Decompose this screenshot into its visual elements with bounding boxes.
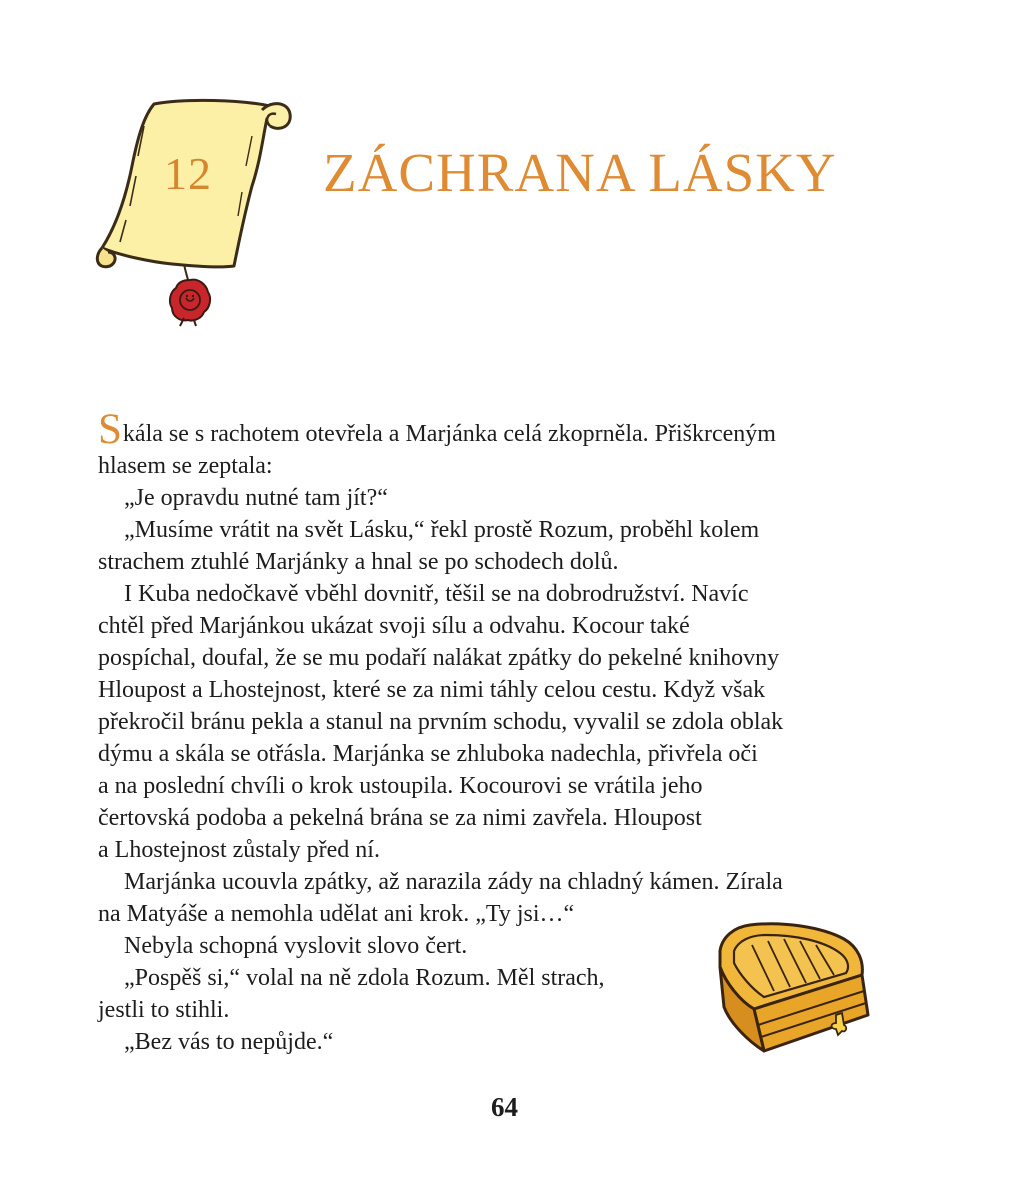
chapter-number: 12: [164, 148, 212, 199]
text-line: „Je opravdu nutné tam jít?“: [124, 485, 388, 511]
text-line: dýmu a skála se otřásla. Marjánka se zhluboka nadechla, přivřela oči: [98, 741, 758, 767]
text-line: jestli to stihli.: [98, 997, 230, 1023]
wax-seal-icon: [166, 276, 214, 328]
text-line: „Musíme vrátit na svět Lásku,“ řekl prostě Rozum, proběhl kolem: [124, 517, 760, 543]
text-line: a Lhostejnost zůstaly před ní.: [98, 837, 380, 863]
text-line: „Bez vás to nepůjde.“: [124, 1029, 334, 1055]
text-line: „Pospěš si,“ volal na ně zdola Rozum. Měl strach,: [124, 965, 605, 991]
drop-cap: S: [98, 406, 122, 453]
text-line: Marjánka ucouvla zpátky, až narazila zády na chladný kámen. Zírala: [124, 869, 783, 895]
text-line: I Kuba nedočkavě vběhl dovnitř, těšil se na dobrodružství. Navíc: [124, 581, 749, 607]
text-line: hlasem se zeptala:: [98, 453, 273, 479]
text-line: překročil bránu pekla a stanul na prvním schodu, vyvalil se zdola oblak: [98, 709, 784, 735]
text-line: na Matyáše a nemohla udělat ani krok. „Ty jsi…“: [98, 901, 575, 927]
text-line: pospíchal, doufal, že se mu podaří nalákat zpátky do pekelné knihovny: [98, 645, 780, 671]
text-line: strachem ztuhlé Marjánky a hnal se po schodech dolů.: [98, 549, 619, 575]
text-line: Nebyla schopná vyslovit slovo čert.: [124, 933, 468, 959]
text-line: [98, 406, 918, 453]
text-line: Hloupost a Lhostejnost, které se za nimi táhly celou cestu. Když však: [98, 677, 766, 703]
text-line: čertovská podoba a pekelná brána se za nimi zavřela. Hloupost: [98, 805, 702, 831]
treasure-chest-icon: [712, 917, 876, 1059]
page-number: 64: [491, 1092, 518, 1122]
text-line-content: kála se s rachotem otevřela a Marjánka celá zkoprněla. Přiškrceným: [122, 421, 776, 447]
text-line: a na poslední chvíli o krok ustoupila. Kocourovi se vrátila jeho: [98, 773, 703, 799]
text-line: chtěl před Marjánkou ukázat svoji sílu a odvahu. Kocour také: [98, 613, 690, 639]
chapter-title: ZÁCHRANA LÁSKY: [323, 142, 837, 203]
